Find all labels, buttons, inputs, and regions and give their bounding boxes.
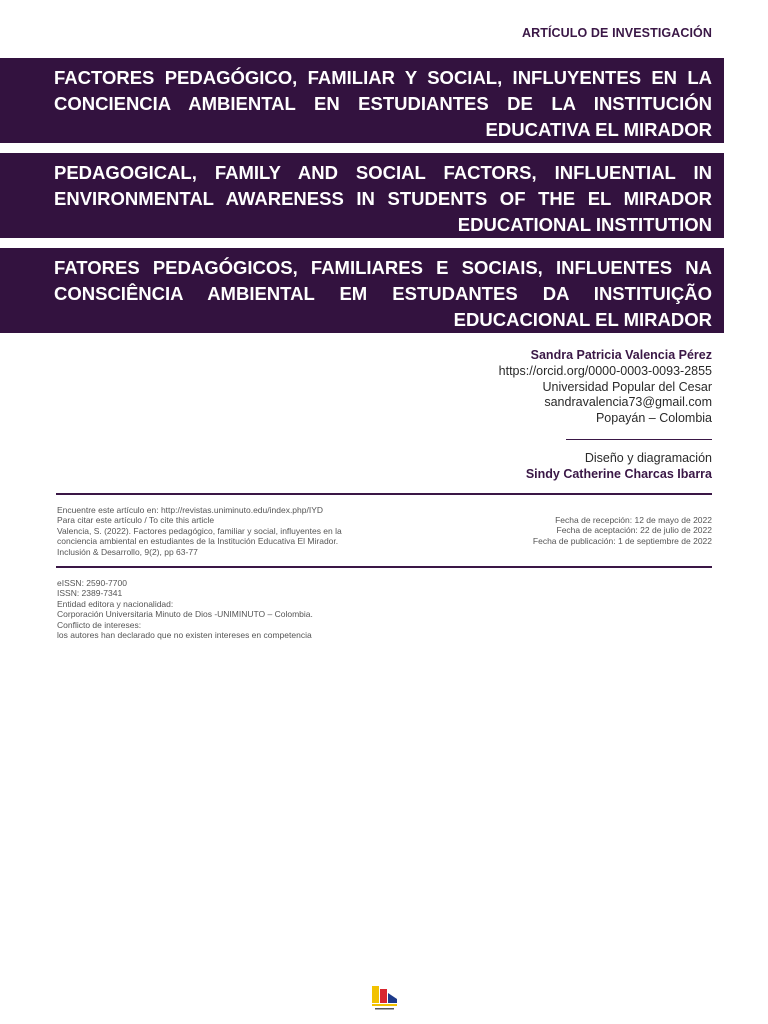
conflict-value: los autores han declarado que no existen intereses en competencia — [57, 630, 312, 641]
author-name: Sandra Patricia Valencia Pérez — [530, 348, 712, 362]
eissn: eISSN: 2590-7700 — [57, 578, 127, 588]
title-portuguese: FATORES PEDAGÓGICOS, FAMILIARES E SOCIAIS, INFLUENTES NA CONSCIÊNCIA AMBIENTAL EM ESTUDANTES DA INSTITUIÇÃO EDUCACIONAL EL MIRADOR — [0, 248, 724, 333]
date-received: Fecha de recepción: 12 de mayo de 2022 — [555, 515, 712, 525]
section-label: ARTÍCULO DE INVESTIGACIÓN — [521, 26, 712, 40]
citation-line-1: Valencia, S. (2022). Factores pedagógico, familiar y social, influyentes en la — [57, 525, 342, 536]
title-english: PEDAGOGICAL, FAMILY AND SOCIAL FACTORS, INFLUENTIAL IN ENVIRONMENTAL AWARENESS IN STUDENTS OF THE EL MIRADOR EDUCATIONAL INSTITUTION — [0, 153, 724, 238]
section-divider-bottom — [56, 566, 712, 568]
author-affiliation: Universidad Popular del Cesar — [542, 379, 712, 394]
design-label: Diseño y diagramación — [584, 451, 712, 465]
designer-name: Sindy Catherine Charcas Ibarra — [525, 467, 712, 481]
find-article-link[interactable]: Encuentre este artículo en: http://revistas.uniminuto.edu/index.php/IYD — [57, 505, 324, 515]
citation-line-3: Inclusión & Desarrollo, 9(2), pp 63-77 — [57, 546, 198, 557]
author-email[interactable]: sandravalencia73@gmail.com — [544, 395, 712, 410]
citation-block — [57, 505, 357, 557]
publication-meta — [57, 578, 417, 640]
citation-line-2: conciencia ambiental en estudiantes de la Institución Educativa El Mirador. — [57, 536, 339, 547]
journal-logo-icon — [369, 984, 399, 1012]
author-location: Popayán – Colombia — [595, 411, 712, 426]
title-spanish: FACTORES PEDAGÓGICO, FAMILIAR Y SOCIAL, INFLUYENTES EN LA CONCIENCIA AMBIENTAL EN ESTUDIANTES DE LA INSTITUCIÓN EDUCATIVA EL MIRADOR — [0, 58, 724, 143]
conflict-label: Conflicto de intereses: — [57, 619, 142, 630]
design-credit — [312, 450, 712, 482]
cite-label: Para citar este artículo / To cite this article — [57, 515, 215, 526]
dates-block — [412, 515, 712, 546]
entity-value: Corporación Universitaria Minuto de Dios -UNIMINUTO – Colombia. — [57, 609, 313, 620]
entity-label: Entidad editora y nacionalidad: — [57, 598, 174, 609]
date-published: Fecha de publicación: 1 de septiembre de 2022 — [532, 535, 712, 546]
author-divider — [566, 439, 712, 440]
author-block — [312, 348, 712, 427]
issn: ISSN: 2389-7341 — [57, 588, 123, 599]
author-orcid-link[interactable]: https://orcid.org/0000-0003-0093-2855 — [498, 363, 712, 378]
date-accepted: Fecha de aceptación: 22 de julio de 2022 — [556, 525, 712, 536]
section-divider-top — [56, 493, 712, 495]
